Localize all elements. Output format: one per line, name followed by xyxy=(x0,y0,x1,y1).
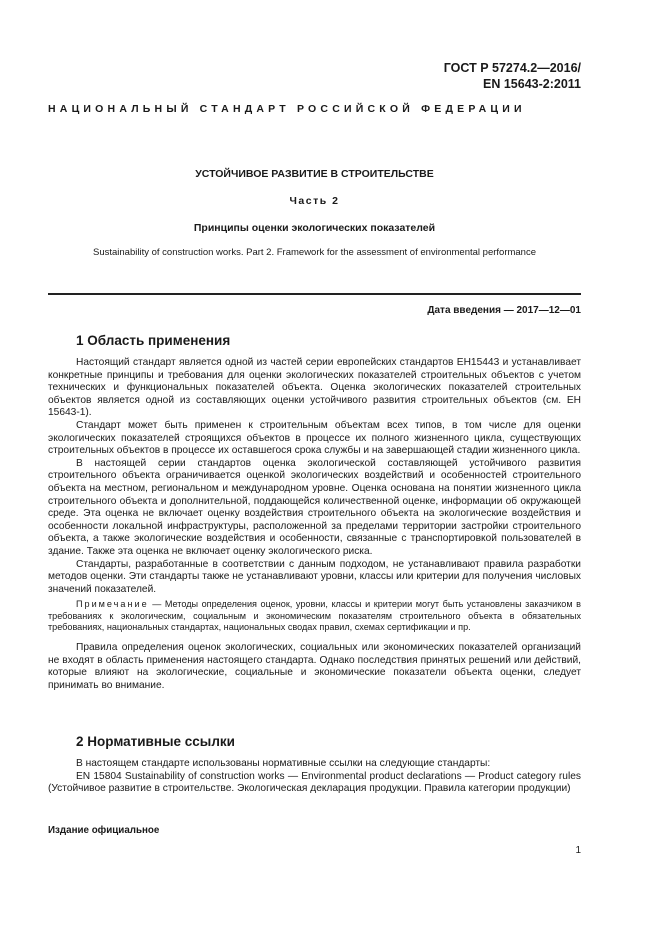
english-title: Sustainability of construction works. Part 2. Framework for the assessment of environmental performance xyxy=(93,247,536,258)
standard-code-line1: ГОСТ Р 57274.2—2016/ xyxy=(443,61,581,75)
section-1-body xyxy=(48,357,581,692)
page-number: 1 xyxy=(575,845,581,856)
section-1-heading: 1 Область применения xyxy=(76,333,231,348)
standard-code-line2: EN 15643-2:2011 xyxy=(483,77,581,91)
paragraph: Правила определения оценок экологических, социальных или экономических показателей организаций не входят в область применения настоящего стандарта. Однако последствия принятых решений или действий, которые влияют на экологические, социальные и экономические показатели объекта оценки, следует принимать во внимание. xyxy=(48,642,581,691)
section-2-heading: 2 Нормативные ссылки xyxy=(76,734,235,749)
note-text: — Методы определения оценок, уровни, классы и критерии могут быть установлены заказчиком в требованиях к экологическим, социальным и экономическим показателям строительного объекта в обязательных требованиях, национальных стандартах, национальных сводах правил, схемах сертификации и пр. xyxy=(48,599,581,633)
standard-code xyxy=(444,60,581,92)
document-title: УСТОЙЧИВОЕ РАЗВИТИЕ В СТРОИТЕЛЬСТВЕ xyxy=(195,168,434,180)
paragraph: Стандарты, разработанные в соответствии с данным подходом, не устанавливают правила разработки методов оценки. Эти стандарты также не устанавливают уровни, классы или критерии для получения числовых значений показателей. xyxy=(48,558,581,595)
national-standard-banner: НАЦИОНАЛЬНЫЙ СТАНДАРТ РОССИЙСКОЙ ФЕДЕРАЦИИ xyxy=(48,103,526,115)
paragraph: Настоящий стандарт является одной из частей серии европейских стандартов ЕН15443 и устанавливает конкретные принципы и требования для оценки экологических показателей строительных объектов с учетом технических и функциональных показателей объекта. Оценка экологических показателей строительных объектов является одной из составляющих оценки устойчивого развития строительных объектов (см. ЕН 15643-1). xyxy=(48,357,581,419)
paragraph: В настоящей серии стандартов оценка экологической составляющей устойчивого развития строительного объекта ограничивается оценкой экологических воздействий и особенностей строительного объекта на местном, региональном и международном уровне. Оценка основана на понятии жизненного цикла строительного объекта и дополнительной, поддающейся количественной оценке, информации об окружающей среде. Эта оценка не включает оценку воздействия строительного объекта на экологические воздействия и особенности локальной инфраструктуры, расположенной за пределами территории застройки строительного объекта, а также экологические воздействия и особенности, связанные с транспортировкой пользователей в здание. Также эта оценка не включает оценку экологического риска. xyxy=(48,457,581,557)
paragraph: EN 15804 Sustainability of construction works — Environmental product declarations — Product category rules (Устойчивое развитие в строительстве. Экологическая декларация продукции. Правила категории продукции) xyxy=(48,770,581,795)
paragraph: В настоящем стандарте использованы нормативные ссылки на следующие стандарты: xyxy=(76,758,491,769)
note-block xyxy=(48,599,581,634)
title-divider xyxy=(48,293,581,295)
note-label: Примечание xyxy=(76,599,149,610)
official-edition-label: Издание официальное xyxy=(48,825,160,836)
document-subtitle: Принципы оценки экологических показателей xyxy=(193,222,436,234)
section-2-body xyxy=(48,758,581,796)
document-part: Часть 2 xyxy=(289,195,340,207)
introduction-date: Дата введения — 2017—12—01 xyxy=(427,305,581,316)
paragraph: Стандарт может быть применен к строительным объектам всех типов, в том числе для оценки экологических показателей строящихся объектов в процессе их полного жизненного цикла, существующих строительных объектов в процессе их оставшегося срока службы и на завершающей стадии жизненного цикла. xyxy=(48,419,581,457)
